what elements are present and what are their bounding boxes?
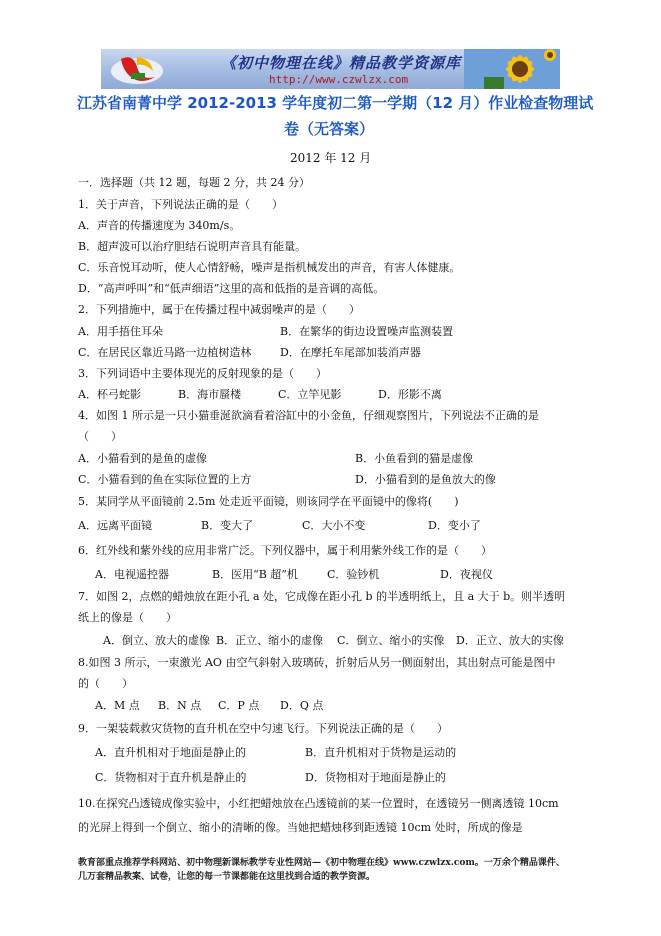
q3-option-d: D．形影不离 xyxy=(378,388,442,401)
q1-option-a: A．声音的传播速度为 340m/s。 xyxy=(78,219,241,232)
q4-option-a: A．小猫看到的是鱼的虚像 xyxy=(78,452,207,465)
q4-option-d: D．小猫看到的是鱼放大的像 xyxy=(355,473,496,486)
site-logo-icon xyxy=(107,51,167,87)
q9-option-a: A．直升机相对于地面是静止的 xyxy=(95,746,246,759)
q7-option-d: D．正立、放大的实像 xyxy=(456,634,564,647)
section-header: 一．选择题（共 12 题，每题 2 分，共 24 分） xyxy=(78,176,310,189)
q9-option-b: B．直升机相对于货物是运动的 xyxy=(305,746,457,759)
header-banner xyxy=(101,49,560,89)
document-title-line2: 卷（无答案） xyxy=(284,120,375,138)
q1-option-b: B．超声波可以治疗胆结石说明声音具有能量。 xyxy=(78,240,307,253)
q9-option-d: D．货物相对于地面是静止的 xyxy=(305,771,446,784)
sunflower-icon xyxy=(464,49,560,89)
q7-option-a: A．倒立、放大的虚像 xyxy=(103,634,210,647)
q4-stem-line1: 4．如图 1 所示是一只小猫垂涎欲滴看着浴缸中的小金鱼，仔细观察图片，下列说法不正确的是 xyxy=(78,409,539,422)
q2-stem: 2．下列措施中，属于在传播过程中减弱噪声的是（ ） xyxy=(78,303,360,316)
q1-option-c: C．乐音悦耳动听，使人心情舒畅，噪声是指机械发出的声音，有害人体健康。 xyxy=(78,261,461,274)
q3-stem: 3．下列词语中主要体现光的反射现象的是（ ） xyxy=(78,367,327,380)
q7-stem-line2: 纸上的像是（ ） xyxy=(78,611,177,624)
q9-stem: 9．一架装载救灾货物的直升机在空中匀速飞行。下列说法正确的是（ ） xyxy=(78,722,448,735)
q5-stem: 5．某同学从平面镜前 2.5m 处走近平面镜，则该同学在平面镜中的像将( ) xyxy=(78,495,459,508)
q8-option-a: A．M 点 xyxy=(95,699,140,712)
footer-line1: 教育部重点推荐学科网站、初中物理新课标教学专业性网站—《初中物理在线》www.czwlzx.com。一万余个精品课件、 xyxy=(78,858,565,868)
q10-line2: 的光屏上得到一个倒立、缩小的清晰的像。当她把蜡烛移到距透镜 10cm 处时，所成的像是 xyxy=(78,821,523,834)
q8-stem-line2: 的（ ） xyxy=(78,677,133,690)
q6-option-d: D．夜视仪 xyxy=(440,568,493,581)
q7-option-b: B．正立、缩小的虚像 xyxy=(216,634,324,647)
q3-option-a: A．杯弓蛇影 xyxy=(78,388,141,401)
q3-option-c: C．立竿见影 xyxy=(278,388,342,401)
q2-option-b: B．在繁华的街边设置噪声监测装置 xyxy=(280,325,454,338)
q8-option-d: D．Q 点 xyxy=(280,699,324,712)
q6-option-c: C．验钞机 xyxy=(327,568,380,581)
q5-option-b: B．变大了 xyxy=(201,519,254,532)
q4-option-b: B．小鱼看到的猫是虚像 xyxy=(355,452,474,465)
q6-stem: 6．红外线和紫外线的应用非常广泛。下列仪器中，属于利用紫外线工作的是（ ） xyxy=(78,544,492,557)
q8-option-c: C．P 点 xyxy=(218,699,260,712)
q6-option-a: A．电视遥控器 xyxy=(95,568,169,581)
q7-stem-line1: 7．如图 2，点燃的蜡烛放在距小孔 a 处，它成像在距小孔 b 的半透明纸上，且 a 大于 b。则半透明 xyxy=(78,590,566,603)
q5-option-d: D．变小了 xyxy=(428,519,481,532)
footer-line2: 几万套精品教案、试卷，让您的每一节课都能在这里找到合适的教学资源。 xyxy=(78,872,376,882)
q6-option-b: B．医用“B 超”机 xyxy=(212,568,298,581)
q7-option-c: C．倒立、缩小的实像 xyxy=(337,634,445,647)
q10-line1: 10.在探究凸透镜成像实验中，小红把蜡烛放在凸透镜前的某一位置时，在透镜另一侧离透镜 10cm xyxy=(78,797,559,810)
banner-url: http://www.czwlzx.com xyxy=(269,73,409,86)
q8-option-b: B．N 点 xyxy=(158,699,202,712)
q8-stem-line1: 8.如图 3 所示，一束激光 AO 由空气斜射入玻璃砖，折射后从另一侧面射出，其出射点可能是图中 xyxy=(78,656,556,669)
q1-stem: 1．关于声音，下列说法正确的是（ ） xyxy=(78,198,283,211)
banner-title: 《初中物理在线》精品教学资源库 xyxy=(221,54,462,72)
q4-stem-line2: （ ） xyxy=(78,430,122,443)
q2-option-a: A．用手捂住耳朵 xyxy=(78,325,163,338)
document-title-line1: 江苏省南菁中学 2012-2013 学年度初二第一学期（12 月）作业检查物理试 xyxy=(77,94,594,112)
q4-option-c: C．小猫看到的鱼在实际位置的上方 xyxy=(78,473,252,486)
document-date: 2012 年 12 月 xyxy=(290,151,372,165)
q9-option-c: C．货物相对于直升机是静止的 xyxy=(95,771,247,784)
q5-option-a: A．远离平面镜 xyxy=(78,519,152,532)
q3-option-b: B．海市蜃楼 xyxy=(178,388,242,401)
q2-option-d: D．在摩托车尾部加装消声器 xyxy=(280,346,421,359)
q5-option-c: C．大小不变 xyxy=(302,519,366,532)
q2-option-c: C．在居民区靠近马路一边植树造林 xyxy=(78,346,252,359)
q1-option-d: D．“高声呼叫”和“低声细语”这里的高和低指的是音调的高低。 xyxy=(78,282,385,295)
